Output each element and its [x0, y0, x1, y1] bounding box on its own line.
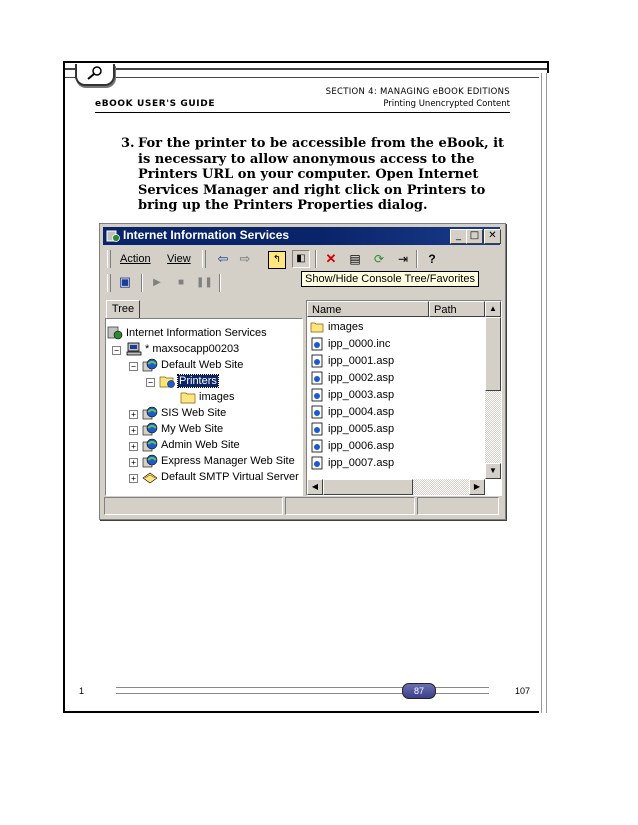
forward-arrow-icon[interactable]: ⇨	[239, 251, 251, 266]
delete-icon[interactable]: ✕	[325, 251, 337, 266]
file-icon	[310, 371, 324, 385]
stop-icon[interactable]: ■	[177, 277, 185, 288]
back-arrow-icon[interactable]: ⇦	[217, 251, 229, 266]
file-icon	[310, 337, 324, 351]
last-page-number[interactable]: 107	[515, 686, 531, 696]
window-title: Internet Information Services	[123, 228, 290, 242]
tree-node-sis-web-site[interactable]	[142, 405, 226, 421]
list-item[interactable]	[310, 319, 363, 335]
maximize-button[interactable]: □	[466, 229, 483, 244]
refresh-icon[interactable]: ⟳	[373, 252, 385, 266]
tree-node-label: Express Manager Web Site	[161, 455, 295, 467]
tree-node-root[interactable]	[107, 325, 267, 341]
column-header-name[interactable]: Name	[307, 301, 429, 317]
section-heading: SECTION 4: MANAGING eBOOK EDITIONS	[325, 87, 510, 97]
tree-node-label: Default SMTP Virtual Server	[161, 471, 299, 483]
page-edge-shadow	[539, 73, 549, 713]
folder-icon	[310, 320, 324, 334]
computer-icon[interactable]: ▣	[118, 274, 132, 289]
file-name: images	[328, 321, 364, 333]
tree-node-admin-web-site[interactable]	[142, 437, 240, 453]
tree-node-my-web-site[interactable]	[142, 421, 223, 437]
expand-toggle[interactable]: +	[129, 474, 138, 483]
tree-node-server[interactable]	[126, 341, 239, 357]
list-item[interactable]	[310, 438, 394, 454]
header-divider	[95, 112, 510, 113]
iis-app-icon	[106, 229, 120, 243]
tree-node-images[interactable]	[180, 389, 234, 405]
show-hide-tree-icon[interactable]: ◧	[292, 250, 310, 268]
scroll-right-arrow-icon[interactable]: ▶	[469, 479, 485, 495]
file-icon	[310, 422, 324, 436]
window-titlebar	[103, 227, 500, 245]
list-item[interactable]	[310, 353, 394, 369]
computer-icon	[126, 342, 142, 356]
minimize-button[interactable]: _	[450, 229, 467, 244]
scroll-up-arrow-icon[interactable]: ▲	[485, 301, 501, 317]
toolbar-separator	[416, 250, 418, 268]
toolbar-grip	[107, 250, 111, 268]
web-site-globe-icon	[142, 406, 158, 420]
expand-toggle[interactable]: +	[129, 458, 138, 467]
scroll-thumb[interactable]	[323, 479, 413, 495]
properties-icon[interactable]: ▤	[349, 252, 361, 266]
collapse-toggle[interactable]: −	[129, 362, 138, 371]
tree-node-label: * maxsocapp00203	[145, 343, 240, 355]
zoom-tab[interactable]	[75, 64, 115, 86]
web-site-globe-icon	[142, 454, 158, 468]
list-item[interactable]	[310, 421, 394, 437]
tree-node-label: Internet Information Services	[126, 327, 267, 339]
first-page-number[interactable]: 1	[79, 686, 85, 696]
file-name: ipp_0002.asp	[328, 372, 395, 384]
collapse-toggle[interactable]: −	[112, 346, 121, 355]
status-cell	[417, 497, 499, 515]
step-number: 3.	[121, 136, 135, 151]
toolbar-grip	[107, 274, 111, 292]
file-icon	[310, 388, 324, 402]
help-icon[interactable]: ?	[428, 252, 436, 266]
expand-toggle[interactable]: +	[129, 410, 138, 419]
printers-folder-icon	[159, 374, 175, 388]
iis-root-icon	[107, 326, 123, 340]
list-item[interactable]	[310, 387, 394, 403]
menu-view-label: View	[167, 253, 191, 265]
status-cell	[104, 497, 283, 515]
expand-toggle[interactable]: +	[129, 442, 138, 451]
tree-node-label: Admin Web Site	[161, 439, 240, 451]
status-bar	[103, 497, 500, 515]
web-site-globe-icon	[142, 438, 158, 452]
subsection-heading: Printing Unencrypted Content	[383, 99, 510, 109]
step-text: For the printer to be accessible from the eBook, it is necessary to allow anonymous access to the Printers URL on your computer. Open Internet Services Manager and right click on Printers to bring up the Printers Properties dialog.	[138, 136, 505, 213]
web-site-globe-icon	[142, 422, 158, 436]
current-page-indicator[interactable]: 87	[402, 683, 436, 699]
horizontal-scrollbar[interactable]	[307, 479, 485, 495]
scroll-thumb[interactable]	[485, 317, 501, 391]
console-tree	[105, 318, 303, 496]
toolbar-separator	[315, 250, 317, 268]
file-name: ipp_0007.asp	[328, 457, 395, 469]
close-button[interactable]: ✕	[484, 229, 501, 244]
tree-node-label: images	[199, 391, 235, 403]
file-icon	[310, 405, 324, 419]
tree-node-printers[interactable]	[159, 373, 218, 389]
magnifier-icon	[85, 65, 105, 81]
vertical-scrollbar[interactable]	[485, 301, 501, 479]
file-name: ipp_0001.asp	[328, 355, 395, 367]
file-icon	[310, 354, 324, 368]
tree-node-default-smtp-virtual-server[interactable]	[142, 469, 299, 485]
toolbar-separator	[141, 274, 143, 292]
tab-tree[interactable]: Tree	[106, 300, 140, 320]
scroll-down-arrow-icon[interactable]: ▼	[485, 463, 501, 479]
menu-view[interactable]	[167, 253, 191, 265]
file-name: ipp_0006.asp	[328, 440, 395, 452]
tree-node-label: SIS Web Site	[161, 407, 227, 419]
list-item[interactable]	[310, 336, 390, 352]
file-name: ipp_0004.asp	[328, 406, 395, 418]
collapse-toggle[interactable]: −	[146, 378, 155, 387]
file-icon	[310, 456, 324, 470]
file-name: ipp_0005.asp	[328, 423, 395, 435]
tree-node-express-manager-web-site[interactable]	[142, 453, 295, 469]
tree-node-label: Default Web Site	[161, 359, 244, 371]
menu-action[interactable]	[120, 253, 151, 265]
iis-window	[99, 223, 506, 520]
list-item[interactable]	[310, 370, 394, 386]
folder-icon	[180, 390, 196, 404]
top-rule	[65, 68, 547, 78]
tooltip: Show/Hide Console Tree/Favorites	[301, 271, 479, 287]
details-list	[306, 300, 502, 496]
file-name: ipp_0000.inc	[328, 338, 391, 350]
scroll-left-arrow-icon[interactable]: ◀	[307, 479, 323, 495]
menu-action-label: Action	[120, 253, 151, 265]
export-list-icon[interactable]: ⇥	[397, 252, 409, 266]
status-cell	[285, 497, 415, 515]
pause-icon[interactable]: ❚❚	[196, 277, 213, 288]
column-header-path[interactable]: Path	[429, 301, 485, 317]
smtp-server-icon	[142, 470, 158, 484]
tree-node-label-selected: Printers	[179, 375, 217, 387]
list-item[interactable]	[310, 404, 394, 420]
file-name: ipp_0003.asp	[328, 389, 395, 401]
tree-node-default-web-site[interactable]	[142, 357, 243, 373]
expand-toggle[interactable]: +	[129, 426, 138, 435]
guide-title: eBOOK USER'S GUIDE	[95, 99, 216, 109]
list-item[interactable]	[310, 455, 394, 471]
up-folder-icon[interactable]: ↰	[268, 251, 286, 269]
tree-node-label: My Web Site	[161, 423, 224, 435]
menu-toolbar	[103, 248, 500, 270]
toolbar-separator	[219, 274, 221, 292]
play-icon[interactable]: ▶	[153, 277, 161, 288]
file-icon	[310, 439, 324, 453]
toolbar-grip	[202, 250, 206, 268]
web-site-globe-icon	[142, 358, 158, 372]
